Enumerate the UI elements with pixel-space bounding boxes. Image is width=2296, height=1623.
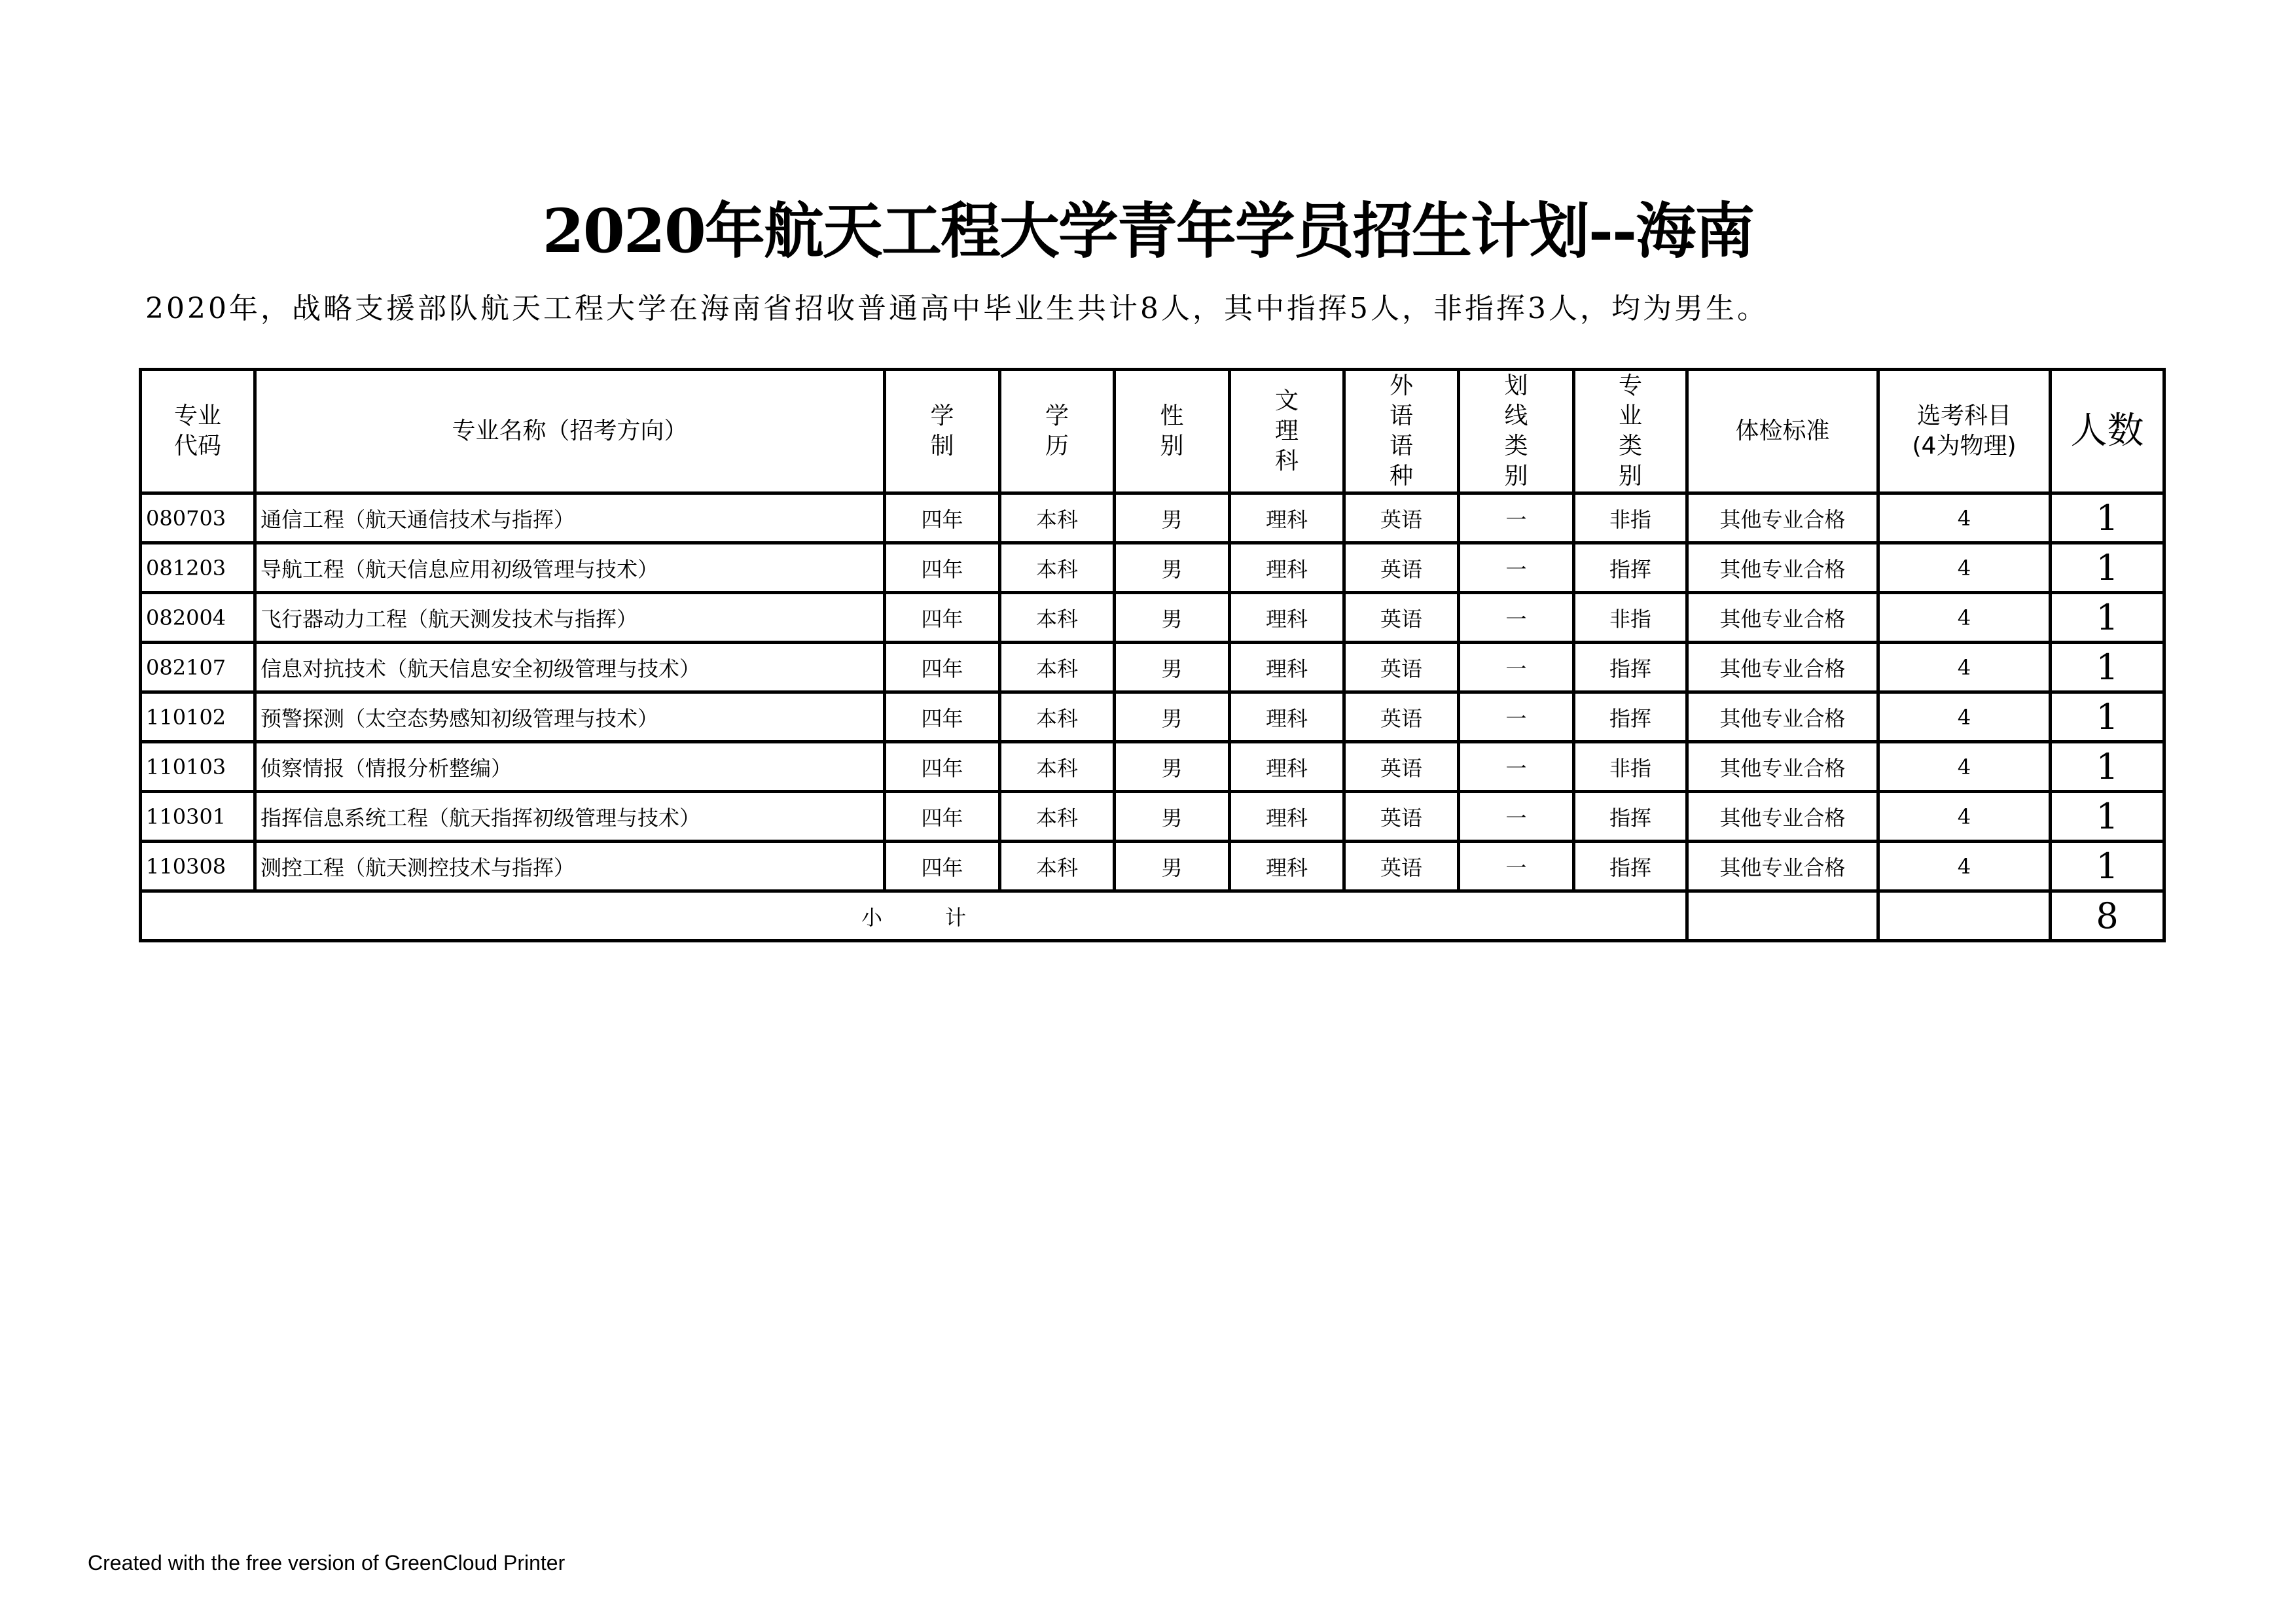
- header-xingbie: 性 别: [1115, 370, 1230, 493]
- cell-renshu: 1: [2051, 593, 2164, 643]
- cell-wenli: 理科: [1230, 643, 1344, 692]
- cell-xuankao: 4: [1878, 643, 2051, 692]
- cell-xingbie: 男: [1115, 792, 1230, 842]
- cell-xueli: 本科: [1000, 493, 1115, 543]
- cell-tijian: 其他专业合格: [1687, 792, 1878, 842]
- subtotal-total: 8: [2051, 891, 2164, 941]
- cell-huaxian: 一: [1459, 692, 1574, 742]
- cell-huaxian: 一: [1459, 742, 1574, 792]
- cell-waiyu: 英语: [1344, 692, 1459, 742]
- cell-name: 预警探测（太空态势感知初级管理与技术）: [255, 692, 885, 742]
- cell-name: 导航工程（航天信息应用初级管理与技术）: [255, 543, 885, 593]
- cell-zhuanye: 非指: [1574, 742, 1687, 792]
- table-row: [141, 742, 2164, 792]
- subtotal-label: 小 计: [141, 891, 1687, 941]
- cell-name: 测控工程（航天测控技术与指挥）: [255, 842, 885, 891]
- header-code: 专业 代码: [141, 370, 255, 493]
- cell-zhuanye: 指挥: [1574, 842, 1687, 891]
- cell-zhuanye: 指挥: [1574, 792, 1687, 842]
- cell-tijian: 其他专业合格: [1687, 842, 1878, 891]
- cell-huaxian: 一: [1459, 842, 1574, 891]
- cell-code: 110308: [141, 842, 255, 891]
- cell-xingbie: 男: [1115, 692, 1230, 742]
- cell-xuezhi: 四年: [885, 543, 1000, 593]
- table-row: [141, 792, 2164, 842]
- subtotal-empty: [1687, 891, 1878, 941]
- cell-xuankao: 4: [1878, 493, 2051, 543]
- cell-waiyu: 英语: [1344, 742, 1459, 792]
- header-huaxian: 划 线 类 别: [1459, 370, 1574, 493]
- cell-xueli: 本科: [1000, 692, 1115, 742]
- header-waiyu: 外 语 语 种: [1344, 370, 1459, 493]
- cell-xuankao: 4: [1878, 842, 2051, 891]
- cell-tijian: 其他专业合格: [1687, 643, 1878, 692]
- table-row: [141, 543, 2164, 593]
- cell-tijian: 其他专业合格: [1687, 742, 1878, 792]
- cell-xuezhi: 四年: [885, 493, 1000, 543]
- cell-xuezhi: 四年: [885, 593, 1000, 643]
- cell-wenli: 理科: [1230, 593, 1344, 643]
- cell-waiyu: 英语: [1344, 792, 1459, 842]
- page-title: 2020年航天工程大学青年学员招生计划--海南: [542, 196, 1754, 266]
- footer-watermark: Created with the free version of GreenCloud Printer: [88, 1551, 565, 1575]
- cell-renshu: 1: [2051, 692, 2164, 742]
- cell-renshu: 1: [2051, 543, 2164, 593]
- cell-xingbie: 男: [1115, 593, 1230, 643]
- cell-waiyu: 英语: [1344, 493, 1459, 543]
- table-row: [141, 593, 2164, 643]
- cell-xuankao: 4: [1878, 593, 2051, 643]
- cell-xuezhi: 四年: [885, 842, 1000, 891]
- cell-wenli: 理科: [1230, 742, 1344, 792]
- cell-name: 信息对抗技术（航天信息安全初级管理与技术）: [255, 643, 885, 692]
- cell-tijian: 其他专业合格: [1687, 493, 1878, 543]
- cell-zhuanye: 指挥: [1574, 692, 1687, 742]
- cell-xueli: 本科: [1000, 543, 1115, 593]
- cell-waiyu: 英语: [1344, 593, 1459, 643]
- cell-xueli: 本科: [1000, 792, 1115, 842]
- subtotal-empty: [1878, 891, 2051, 941]
- cell-wenli: 理科: [1230, 543, 1344, 593]
- cell-tijian: 其他专业合格: [1687, 692, 1878, 742]
- cell-xingbie: 男: [1115, 643, 1230, 692]
- cell-wenli: 理科: [1230, 792, 1344, 842]
- cell-xuankao: 4: [1878, 543, 2051, 593]
- cell-xueli: 本科: [1000, 742, 1115, 792]
- cell-waiyu: 英语: [1344, 643, 1459, 692]
- cell-renshu: 1: [2051, 643, 2164, 692]
- cell-wenli: 理科: [1230, 493, 1344, 543]
- cell-xuezhi: 四年: [885, 692, 1000, 742]
- cell-waiyu: 英语: [1344, 842, 1459, 891]
- cell-renshu: 1: [2051, 842, 2164, 891]
- cell-code: 081203: [141, 543, 255, 593]
- cell-name: 指挥信息系统工程（航天指挥初级管理与技术）: [255, 792, 885, 842]
- cell-xingbie: 男: [1115, 742, 1230, 792]
- cell-xuankao: 4: [1878, 792, 2051, 842]
- header-xuankao: 选考科目 (4为物理): [1878, 370, 2051, 493]
- cell-xueli: 本科: [1000, 593, 1115, 643]
- cell-code: 110301: [141, 792, 255, 842]
- cell-huaxian: 一: [1459, 493, 1574, 543]
- cell-code: 082004: [141, 593, 255, 643]
- header-name: 专业名称（招考方向）: [255, 370, 885, 493]
- cell-name: 通信工程（航天通信技术与指挥）: [255, 493, 885, 543]
- table-row: [141, 692, 2164, 742]
- cell-renshu: 1: [2051, 792, 2164, 842]
- cell-huaxian: 一: [1459, 593, 1574, 643]
- cell-zhuanye: 指挥: [1574, 543, 1687, 593]
- cell-huaxian: 一: [1459, 543, 1574, 593]
- header-xueli: 学 历: [1000, 370, 1115, 493]
- cell-name: 飞行器动力工程（航天测发技术与指挥）: [255, 593, 885, 643]
- header-renshu: 人数: [2051, 370, 2164, 493]
- cell-renshu: 1: [2051, 493, 2164, 543]
- cell-xueli: 本科: [1000, 643, 1115, 692]
- subtotal-row: [141, 891, 2164, 941]
- table-row: [141, 643, 2164, 692]
- cell-zhuanye: 非指: [1574, 493, 1687, 543]
- intro-paragraph: 2020年，战略支援部队航天工程大学在海南省招收普通高中毕业生共计8人，其中指挥5人，非指挥3人，均为男生。: [145, 292, 1768, 325]
- cell-xingbie: 男: [1115, 543, 1230, 593]
- cell-code: 080703: [141, 493, 255, 543]
- header-tijian: 体检标准: [1687, 370, 1878, 493]
- cell-xuankao: 4: [1878, 742, 2051, 792]
- cell-code: 082107: [141, 643, 255, 692]
- cell-xingbie: 男: [1115, 842, 1230, 891]
- cell-name: 侦察情报（情报分析整编）: [255, 742, 885, 792]
- cell-wenli: 理科: [1230, 842, 1344, 891]
- cell-tijian: 其他专业合格: [1687, 543, 1878, 593]
- cell-xueli: 本科: [1000, 842, 1115, 891]
- header-wenli: 文 理 科: [1230, 370, 1344, 493]
- cell-xuezhi: 四年: [885, 643, 1000, 692]
- cell-xuezhi: 四年: [885, 742, 1000, 792]
- header-xuezhi: 学 制: [885, 370, 1000, 493]
- cell-renshu: 1: [2051, 742, 2164, 792]
- cell-waiyu: 英语: [1344, 543, 1459, 593]
- table-row: [141, 493, 2164, 543]
- cell-xingbie: 男: [1115, 493, 1230, 543]
- header-row: [141, 370, 2164, 493]
- enrollment-table: [139, 368, 2166, 942]
- cell-zhuanye: 非指: [1574, 593, 1687, 643]
- cell-tijian: 其他专业合格: [1687, 593, 1878, 643]
- cell-huaxian: 一: [1459, 643, 1574, 692]
- header-zhuanye: 专 业 类 别: [1574, 370, 1687, 493]
- cell-code: 110102: [141, 692, 255, 742]
- cell-code: 110103: [141, 742, 255, 792]
- table-row: [141, 842, 2164, 891]
- cell-zhuanye: 指挥: [1574, 643, 1687, 692]
- cell-xuezhi: 四年: [885, 792, 1000, 842]
- cell-huaxian: 一: [1459, 792, 1574, 842]
- cell-wenli: 理科: [1230, 692, 1344, 742]
- cell-xuankao: 4: [1878, 692, 2051, 742]
